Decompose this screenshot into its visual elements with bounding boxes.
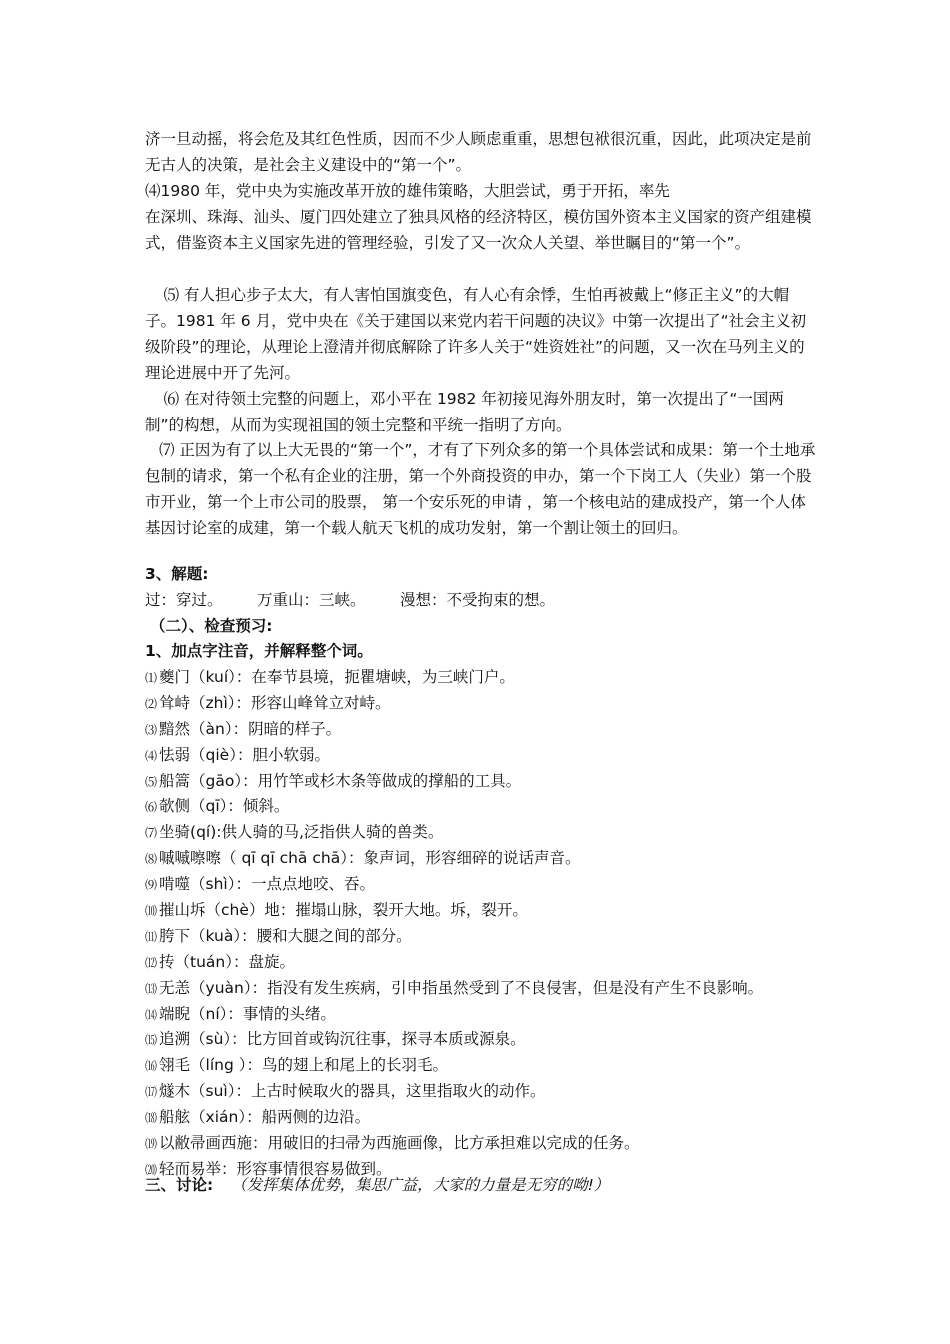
vocab-item-number: ⒇	[145, 1162, 158, 1177]
vocab-item	[145, 950, 845, 976]
paragraph-7: ⑺ 正因为有了以上大无畏的“第一个”，才有了下列众多的第一个具体尝试和成果：第一个土地承包制的请求，第一个私有企业的注册，第一个外商投资的申办，第一个下岗工人（失业）第一个股市开业，第一个上市公司的股票， 第一个安乐死的申请 ，第一个核电站的建成投产，第一个人体基因讨论室的成建，第一个载人航天飞机的成功发射，第一个割让领土的回归。	[145, 441, 816, 537]
vocab-item-text: 以敝帚画西施：用破旧的扫帚为西施画像，比方承担难以完成的任务。	[159, 1134, 640, 1153]
vocab-item	[145, 1105, 845, 1131]
vocab-item-number: ⑸	[145, 774, 158, 789]
paragraph-6: ⑹ 在对待领土完整的问题上，邓小平在 1982 年初接见海外朋友时，第一次提出了“一国两制”的构想，从而为实现祖国的领土完整和平统一指明了方向。	[145, 390, 784, 434]
vocab-item-text: 翎毛（líng ）：鸟的翅上和尾上的长羽毛。	[159, 1056, 448, 1075]
vocab-item-number: ⑴	[145, 671, 158, 685]
paragraph-5: ⑸ 有人担心步子太大，有人害怕国旗变色，有人心有余悸，生怕再被戴上“修正主义”的大帽子。1981 年 6 月，党中央在《关于建国以来党内若干问题的决议》中第一次提出了“社会主义初级阶段”的理论，从理论上澄清并彻底解除了许多人关于“姓资姓社”的问题，又一次在马列主义的理论进展中开了先河。	[145, 286, 807, 382]
vocab-item-number: ⑷	[145, 748, 158, 763]
vocab-item	[145, 976, 845, 1002]
vocab-item-text: 船舷（xián）：船两侧的边沿。	[159, 1108, 371, 1127]
vocab-item-number: ⒄	[145, 1085, 158, 1100]
vocab-item	[145, 898, 845, 924]
vocab-item-text: 黯然（àn）：阴暗的样子。	[159, 719, 342, 738]
discussion-note: （发挥集体优势，集思广益，大家的力量是无穷的呦!）	[231, 1176, 610, 1194]
vocab-item	[145, 846, 845, 872]
discussion-line	[145, 1173, 609, 1199]
section-3-heading: 3、解题:	[145, 565, 209, 583]
vocab-item	[145, 691, 845, 717]
vocab-item-number: ⑺	[145, 826, 158, 841]
vocab-item-text: 啃噬（shì）：一点点地咬、吞。	[159, 875, 375, 894]
vocab-list	[145, 665, 845, 1183]
vocab-item-text: 燧木（suì）：上古时候取火的器具，这里指取火的动作。	[159, 1082, 546, 1101]
vocab-item	[145, 665, 845, 691]
vocab-item-text: 追溯（sù）：比方回首或钩沉往事，探寻本质或源泉。	[159, 1030, 526, 1049]
paragraph-intro: 济一旦动摇，将会危及其红色性质，因而不少人顾虑重重，思想包袱很沉重，因此，此项决定是前无古人的决策，是社会主义建设中的“第一个”。	[145, 130, 812, 174]
vocab-item-text: 抟（tuán）：盘旋。	[159, 952, 295, 971]
section-3-line: 过：穿过。 万重山：三峡。 漫想：不受拘束的想。	[145, 591, 555, 609]
vocab-item-text: 坐骑(qí):供人骑的马,泛指供人骑的兽类。	[159, 823, 444, 842]
vocab-item	[145, 1027, 845, 1053]
vocab-item-text: 船篙（gāo）：用竹竿或杉木条等做成的撑船的工具。	[159, 771, 522, 790]
vocab-item-text: 轻而易举：形容事情很容易做到。	[159, 1159, 392, 1178]
vocab-item-number: ⑽	[145, 904, 158, 919]
vocab-item	[145, 1002, 845, 1028]
vocab-item-text: 夔门（kuí）：在奉节县境，扼瞿塘峡，为三峡门户。	[159, 668, 515, 686]
vocab-item	[145, 820, 845, 846]
vocab-item-text: 摧山坼（chè）地：摧塌山脉，裂开大地。坼，裂开。	[159, 901, 528, 920]
vocab-item-text: 胯下（kuà）：腰和大腿之间的部分。	[159, 926, 412, 945]
discussion-label: 三、讨论:	[145, 1176, 214, 1194]
vocab-item-number: ⒂	[145, 1033, 158, 1048]
vocab-item-number: ⑾	[145, 929, 158, 944]
paragraph-4-rest: 在深圳、珠海、汕头、厦门四处建立了独具风格的经济特区，模仿国外资本主义国家的资产组建模式，借鉴资本主义国家先进的管理经验，引发了又一次众人关望、举世瞩目的“第一个”。	[145, 208, 812, 252]
vocab-item-text: 怯弱（qiè）：胆小软弱。	[159, 745, 330, 764]
vocab-item	[145, 924, 845, 950]
vocab-item-number: ⑵	[145, 696, 158, 711]
vocab-item-number: ⒁	[145, 1007, 158, 1022]
vocab-item-number: ⑼	[145, 878, 158, 893]
vocab-item-number: ⑻	[145, 852, 158, 867]
vocab-item	[145, 872, 845, 898]
vocab-item	[145, 743, 845, 769]
vocab-item-number: ⒆	[145, 1137, 158, 1152]
vocab-item-text: 欹侧（qī）：倾斜。	[159, 797, 290, 816]
vocab-item-number: ⑿	[145, 955, 158, 970]
paragraph-4-line1: ⑷1980 年，党中央为实施改革开放的雄伟策略，大胆尝试，勇于开拓，率先	[145, 182, 670, 200]
vocab-item	[145, 1079, 845, 1105]
vocab-item	[145, 717, 845, 743]
vocab-item	[145, 769, 845, 795]
vocab-item-number: ⒅	[145, 1111, 158, 1126]
vocab-item-number: ⑶	[145, 722, 158, 737]
vocab-item	[145, 794, 845, 820]
vocab-item	[145, 1131, 845, 1157]
vocab-item	[145, 1053, 845, 1079]
vocab-item-text: 无恙（yuàn）：指没有发生疾病，引申指虽然受到了不良侵害，但是没有产生不良影响。	[159, 978, 764, 997]
section-check-heading: （二）、检查预习:	[150, 617, 273, 635]
vocab-item-text: 端睨（ní）：事情的头绪。	[159, 1004, 336, 1023]
vocab-item-number: ⒃	[145, 1059, 158, 1074]
vocab-item-number: ⒀	[145, 981, 158, 996]
vocab-item-number: ⑹	[145, 800, 158, 815]
section-check-subheading: 1、加点字注音，并解释整个词。	[145, 642, 373, 660]
vocab-item-text: 耸峙（zhì）：形容山峰耸立对峙。	[159, 693, 391, 712]
vocab-item-text: 嘁嘁嚓嚓（ qī qī chā chā）：象声词，形容细碎的说话声音。	[159, 849, 581, 868]
